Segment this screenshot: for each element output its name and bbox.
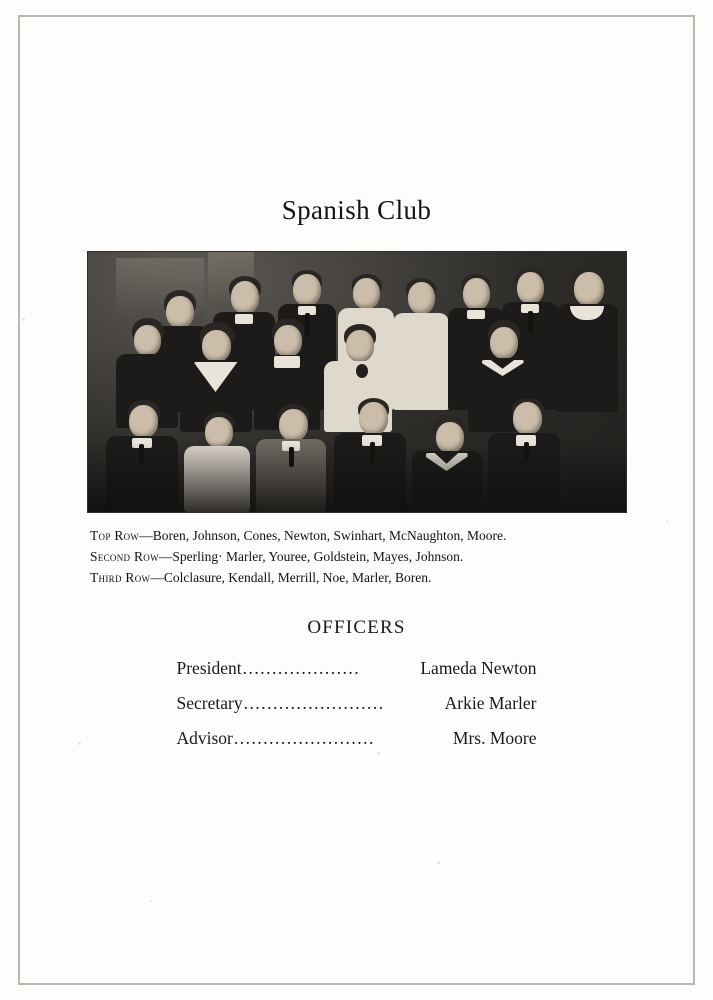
officer-leader-dots: ........................ [233, 727, 375, 748]
officer-row-president [177, 651, 537, 686]
officer-name: Mrs. Moore [452, 727, 537, 748]
officer-row-secretary [177, 686, 537, 721]
caption-row-label: Third Row [90, 569, 151, 585]
group-photo-container [60, 252, 653, 512]
caption-line-second-row [90, 547, 653, 568]
officer-leader-dots: ........................ [243, 692, 385, 713]
photo-person-back-5 [393, 278, 449, 410]
caption-line-top-row [90, 526, 653, 547]
caption-row-label: Top Row [90, 528, 140, 543]
page-title: Spanish Club [281, 195, 432, 225]
officer-name: Arkie Marler [444, 692, 537, 713]
officer-role: Advisor [176, 727, 233, 748]
group-photo [88, 252, 626, 512]
officers-list [177, 651, 537, 756]
officer-name: Lameda Newton [420, 657, 537, 678]
photo-person-back-8 [556, 266, 618, 412]
page-content [60, 60, 653, 756]
caption-row-label: Second Row [90, 548, 159, 564]
caption-row-names: —Boren, Johnson, Cones, Newton, Swinhart, McNaughton, Moore. [139, 528, 507, 543]
officer-role: Secretary [176, 692, 243, 713]
caption-line-third-row [90, 568, 653, 589]
caption-row-names: —Colclasure, Kendall, Merrill, Noe, Marler, Boren. [150, 569, 432, 585]
officers-heading: OFFICERS [307, 616, 406, 638]
photo-floor-shadow [88, 442, 626, 512]
officer-row-advisor [177, 721, 537, 756]
officer-leader-dots: .................... [242, 657, 361, 678]
officer-role: President [176, 657, 242, 678]
photo-caption [60, 526, 653, 589]
caption-row-names: —Sperling· Marler, Youree, Goldstein, Mayes, Johnson. [158, 548, 464, 564]
